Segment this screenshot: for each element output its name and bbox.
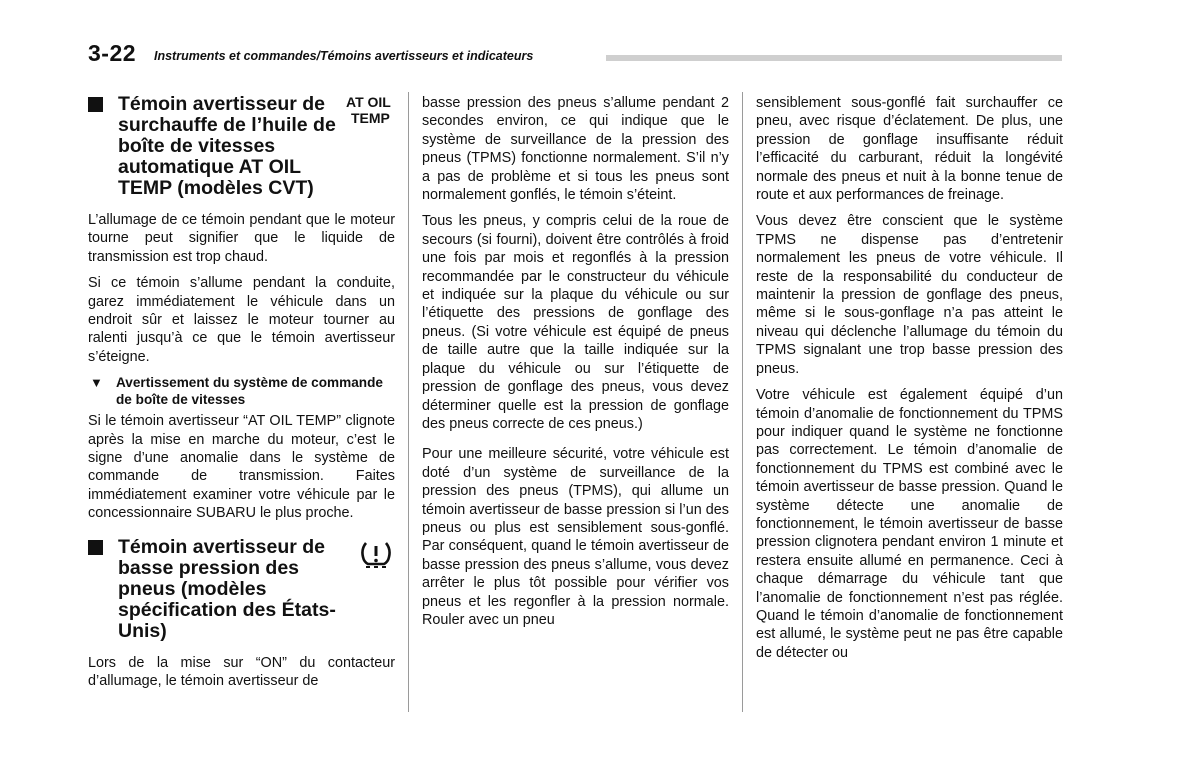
column-3: [756, 94, 1063, 670]
paragraph: Si ce témoin s’allume pendant la conduite, garez immédiatement le véhicule dans un endroit sûr et laissez le moteur tourner au ralenti jusqu’à ce que le témoin avertisseur s’éteigne.: [88, 275, 395, 365]
paragraph: basse pression des pneus s’allume pendant 2 secondes environ, ce qui indique que le système de surveillance de la pression des pneus (TPMS) fonctionne normalement. S’il n’y a pas de problème et si tous les pneus sont normalement gonflés, le témoin s’éteint.: [422, 95, 729, 204]
header-title: Instruments et commandes/Témoins avertisseurs et indicateurs: [154, 49, 534, 63]
warning-heading: [88, 374, 395, 408]
at-oil-temp-icon: [345, 94, 395, 133]
paragraph: Pour une meilleure sécurité, votre véhicule est doté d’un système de surveillance de la pression des pneus (TPMS), qui allume un témoin avertisseur de basse pression si l’un des pneus ou plus est sensiblement sous-gonflé. Par conséquent, quand le témoin avertisseur de basse pression des pneus s’allume, vous devez arrêter le plus tôt possible pour vérifier vos pneus et les regonfler à la pression normale. Rouler avec un pneu: [422, 446, 729, 628]
tire-pressure-warning-icon: [359, 539, 393, 574]
paragraph: Vous devez être conscient que le système TPMS ne dispense pas d’entretenir normalement les pneus de votre véhicule. Il reste de la responsabilité du conducteur de maintenir la pression de gonflage des pneus, même si le sous-gonflage n’a pas atteint le niveau qui déclenche l’allumage du témoin du TPMS signalant une trop basse pression des pneus.: [756, 213, 1063, 377]
section-heading-tpms: [88, 537, 395, 642]
column-2: [422, 94, 729, 637]
warning-triangle-icon: ▼: [90, 375, 103, 391]
section-square-bullet: [88, 97, 103, 112]
section-square-bullet: [88, 540, 103, 555]
page-header: [86, 40, 1066, 70]
header-rule: [606, 55, 1062, 61]
column-divider: [408, 92, 409, 712]
section-heading-at-oil-temp: [88, 94, 395, 199]
column-1: [88, 94, 395, 699]
paragraph: Si le témoin avertisseur “AT OIL TEMP” clignote après la mise en marche du moteur, c’est le signe d’une anomalie dans le système de commande de transmission. Faites immédiatement examiner votre véhicule par le concessionnaire SUBARU le plus proche.: [88, 413, 395, 522]
paragraph: L’allumage de ce témoin pendant que le moteur tourne peut signifier que le liquide de transmission est trop chaud.: [88, 212, 395, 265]
warning-heading-text: Avertissement du système de commande de boîte de vitesses: [116, 375, 383, 408]
icon-text-line1: AT OIL: [346, 94, 391, 110]
page-number: 3-22: [88, 40, 137, 66]
section-heading-text: Témoin avertisseur de surchauffe de l’huile de boîte de vitesses automatique AT OIL TEMP (modèles CVT): [118, 93, 336, 199]
paragraph: Lors de la mise sur “ON” du contacteur d’allumage, le témoin avertisseur de: [88, 654, 395, 690]
section-heading-text: Témoin avertisseur de basse pression des pneus (modèles spécification des États-Unis): [118, 535, 336, 642]
paragraph: Votre véhicule est également équipé d’un témoin d’anomalie de fonctionnement du TPMS pour indiquer quand le système ne fonctionne pas correctement. Le témoin d’anomalie de fonctionnement du TPMS est combiné avec le témoin avertisseur de basse pression. Quand le système détecte une anomalie de fonctionnement, le témoin avertisseur de basse pression clignotera pendant environ 1 minute et restera ensuite allumé en permanence. Ceci à chaque démarrage du véhicule tant que l’anomalie de fonctionnement n’est pas réglée. Quand le témoin d’anomalie de fonctionnement est allumé, le système peut ne pas être capable de détecter ou: [756, 387, 1063, 661]
column-divider: [742, 92, 743, 712]
icon-text-line2: TEMP: [351, 110, 390, 126]
paragraph: sensiblement sous-gonflé fait surchauffer ce pneu, avec risque d’éclatement. De plus, une pression de gonflage insuffisante réduit l’efficacité du carburant, réduit la longévité normale des pneus et nuit à la bonne tenue de route et aux performances de freinage.: [756, 95, 1063, 204]
paragraph: Tous les pneus, y compris celui de la roue de secours (si fourni), doivent être contrôlés à froid une fois par mois et regonflés à la pression recommandée par le constructeur du véhicule et indiquée sur la plaque du véhicule ou sur l’étiquette des pressions de gonflage des pneus. (Si votre véhicule est équipé de pneus de taille autre que la taille indiquée sur la plaque du véhicule ou sur l’étiquette de pression de gonflage des pneus, vous devez déterminer quelle est la pression de gonflage des pneus correcte de ces pneus.): [422, 213, 729, 432]
